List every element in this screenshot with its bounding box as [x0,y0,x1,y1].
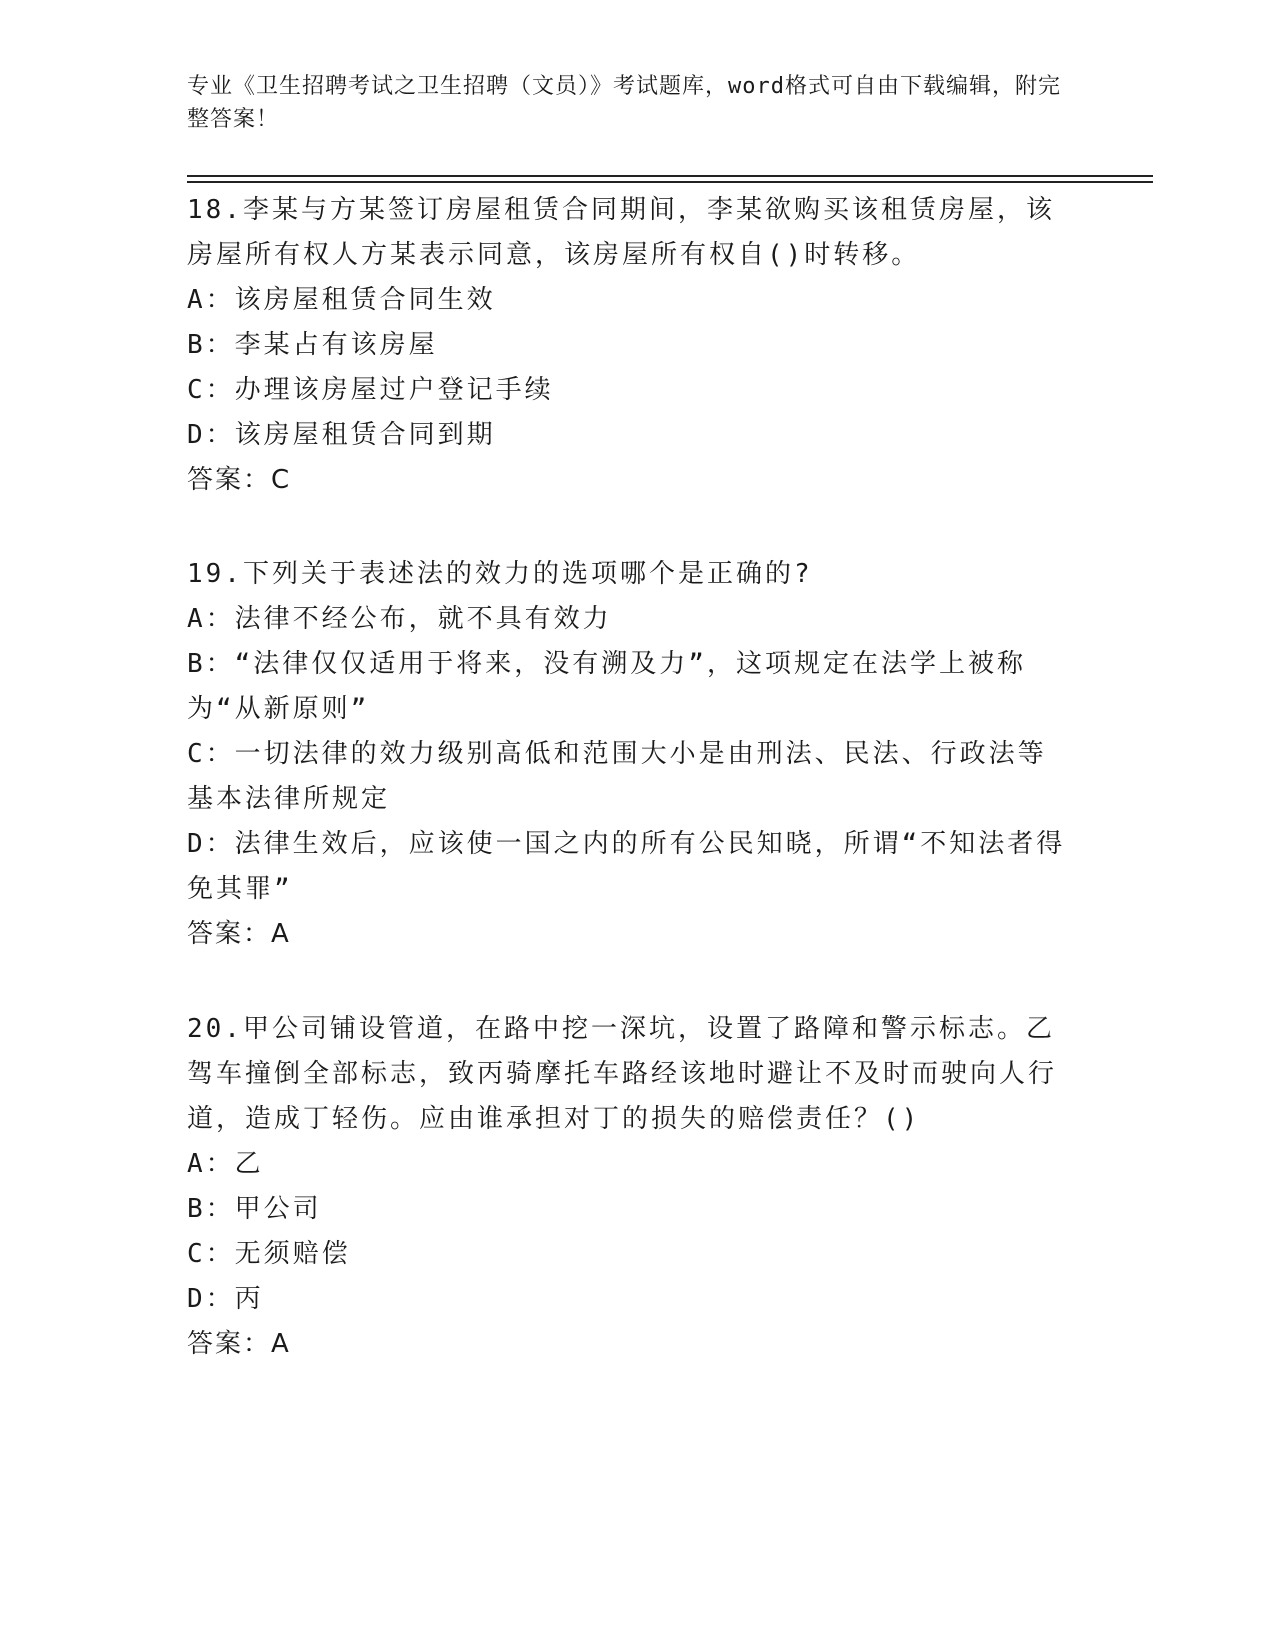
question-20 [187,1007,1067,1367]
question-18 [187,188,1067,503]
option-b: B：甲公司 [187,1194,322,1224]
option-a: A：乙 [187,1149,264,1179]
option-c: C：无须赔偿 [187,1239,351,1269]
option-a: A：法律不经公布，就不具有效力 [187,604,612,634]
answer: 答案：A [187,919,291,949]
option-b: B：“法律仅仅适用于将来，没有溯及力”，这项规定在法学上被称为“从新原则” [187,649,1026,724]
option-c: C：办理该房屋过户登记手续 [187,375,554,405]
option-d: D：该房屋租赁合同到期 [187,420,496,450]
question-stem: 18.李某与方某签订房屋租赁合同期间，李某欲购买该租赁房屋，该房屋所有权人方某表示同意，该房屋所有权自()时转移。 [187,195,1055,270]
header-divider-top [187,175,1153,177]
answer: 答案：A [187,1329,291,1359]
answer: 答案：C [187,465,292,495]
document-header: 专业《卫生招聘考试之卫生招聘（文员）》考试题库，word格式可自由下载编辑，附完整答案！ [187,74,1061,132]
question-19 [187,552,1067,957]
option-d: D：法律生效后，应该使一国之内的所有公民知晓，所谓“不知法者得免其罪” [187,829,1066,904]
option-b: B：李某占有该房屋 [187,330,438,360]
option-c: C：一切法律的效力级别高低和范围大小是由刑法、民法、行政法等基本法律所规定 [187,739,1047,814]
question-stem: 19.下列关于表述法的效力的选项哪个是正确的? [187,559,813,589]
option-d: D：丙 [187,1284,264,1314]
question-stem: 20.甲公司铺设管道，在路中挖一深坑，设置了路障和警示标志。乙驾车撞倒全部标志，致丙骑摩托车路经该地时避让不及时而驶向人行道，造成丁轻伤。应由谁承担对丁的损失的赔偿责任？() [187,1014,1058,1134]
header-divider-bottom [187,181,1153,183]
option-a: A：该房屋租赁合同生效 [187,285,496,315]
